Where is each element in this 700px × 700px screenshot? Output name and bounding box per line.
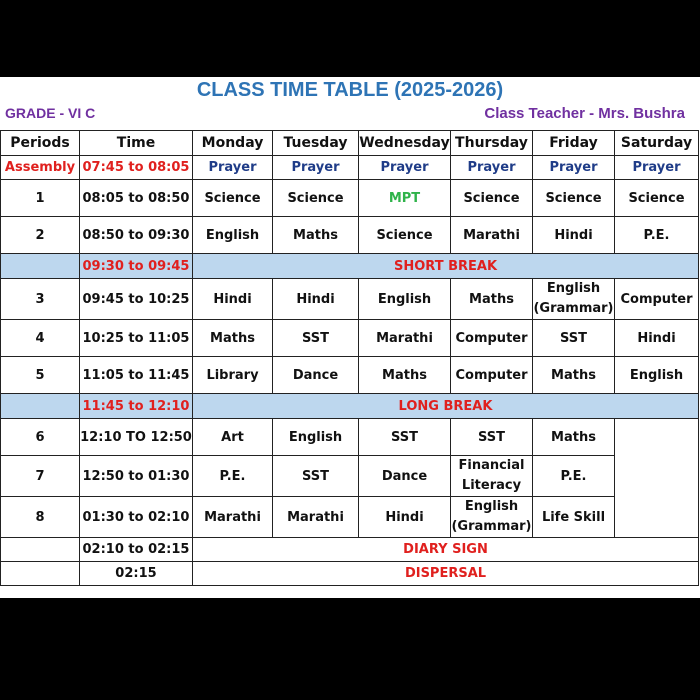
header-cell: Monday bbox=[193, 131, 273, 156]
subject-cell: Science bbox=[359, 217, 451, 254]
time-cell: 09:45 to 10:25 bbox=[80, 279, 193, 320]
period-cell bbox=[1, 394, 80, 419]
class-teacher-label: Class Teacher - Mrs. Bushra bbox=[484, 105, 685, 122]
time-cell: 09:30 to 09:45 bbox=[80, 254, 193, 279]
time-cell: 12:50 to 01:30 bbox=[80, 456, 193, 497]
period-cell: 3 bbox=[1, 279, 80, 320]
subject-cell: Maths bbox=[533, 419, 615, 456]
subject-cell: Dance bbox=[359, 456, 451, 497]
time-cell: 02:15 bbox=[80, 562, 193, 586]
period-row bbox=[1, 180, 699, 217]
subject-cell: Maths bbox=[273, 217, 359, 254]
break-label: SHORT BREAK bbox=[193, 254, 699, 279]
time-cell: 02:10 to 02:15 bbox=[80, 538, 193, 562]
assembly-row bbox=[1, 156, 699, 180]
period-cell: 6 bbox=[1, 419, 80, 456]
header-cell: Friday bbox=[533, 131, 615, 156]
time-cell: 08:50 to 09:30 bbox=[80, 217, 193, 254]
time-cell: 08:05 to 08:50 bbox=[80, 180, 193, 217]
subject-cell: English bbox=[273, 419, 359, 456]
subject-cell: Hindi bbox=[533, 217, 615, 254]
subject-cell: Science bbox=[615, 180, 699, 217]
dispersal-row bbox=[1, 562, 699, 586]
header-row bbox=[1, 131, 699, 156]
timetable-sheet bbox=[0, 77, 700, 598]
subject-cell: SST bbox=[533, 320, 615, 357]
time-cell: 01:30 to 02:10 bbox=[80, 497, 193, 538]
subject-cell: Marathi bbox=[451, 217, 533, 254]
subject-cell: Computer bbox=[615, 279, 699, 320]
subject-cell: Art bbox=[193, 419, 273, 456]
period-cell: 8 bbox=[1, 497, 80, 538]
diary-sign-label: DIARY SIGN bbox=[193, 538, 699, 562]
time-cell: 10:25 to 11:05 bbox=[80, 320, 193, 357]
subject-cell: Maths bbox=[451, 279, 533, 320]
subject-cell: MPT bbox=[359, 180, 451, 217]
period-cell: 1 bbox=[1, 180, 80, 217]
period-cell: 4 bbox=[1, 320, 80, 357]
subject-cell: Maths bbox=[193, 320, 273, 357]
subject-cell: SST bbox=[273, 320, 359, 357]
subject-cell: Library bbox=[193, 357, 273, 394]
header-cell: Tuesday bbox=[273, 131, 359, 156]
subject-cell: Prayer bbox=[533, 156, 615, 180]
subject-cell: SST bbox=[273, 456, 359, 497]
period-row bbox=[1, 357, 699, 394]
period-row bbox=[1, 217, 699, 254]
period-row bbox=[1, 419, 699, 456]
short-break-row bbox=[1, 254, 699, 279]
timetable bbox=[0, 130, 699, 586]
subject-cell: Marathi bbox=[273, 497, 359, 538]
header-cell: Time bbox=[80, 131, 193, 156]
period-cell bbox=[1, 254, 80, 279]
subject-cell: P.E. bbox=[615, 217, 699, 254]
subject-cell: Prayer bbox=[273, 156, 359, 180]
subject-cell: Hindi bbox=[615, 320, 699, 357]
period-cell bbox=[1, 562, 80, 586]
subject-cell: Life Skill bbox=[533, 497, 615, 538]
time-cell: 11:45 to 12:10 bbox=[80, 394, 193, 419]
header-cell: Saturday bbox=[615, 131, 699, 156]
subject-cell: Maths bbox=[359, 357, 451, 394]
header-cell: Periods bbox=[1, 131, 80, 156]
subject-cell: Prayer bbox=[193, 156, 273, 180]
subject-cell: Science bbox=[451, 180, 533, 217]
subject-cell: Marathi bbox=[359, 320, 451, 357]
period-cell: Assembly bbox=[1, 156, 80, 180]
dispersal-label: DISPERSAL bbox=[193, 562, 699, 586]
subject-cell: Hindi bbox=[273, 279, 359, 320]
page-title: CLASS TIME TABLE (2025-2026) bbox=[196, 79, 504, 101]
subject-cell: SST bbox=[451, 419, 533, 456]
subject-cell: English bbox=[615, 357, 699, 394]
subject-cell: P.E. bbox=[193, 456, 273, 497]
subject-cell: Prayer bbox=[451, 156, 533, 180]
subject-cell: English bbox=[193, 217, 273, 254]
subject-cell: Dance bbox=[273, 357, 359, 394]
subject-cell: English (Grammar) bbox=[533, 279, 615, 320]
subject-cell: Financial Literacy bbox=[451, 456, 533, 497]
header-cell: Thursday bbox=[451, 131, 533, 156]
subject-cell: Marathi bbox=[193, 497, 273, 538]
period-cell: 7 bbox=[1, 456, 80, 497]
break-label: LONG BREAK bbox=[193, 394, 699, 419]
period-row bbox=[1, 320, 699, 357]
period-row bbox=[1, 497, 699, 538]
time-cell: 12:10 TO 12:50 bbox=[80, 419, 193, 456]
subject-cell: Hindi bbox=[193, 279, 273, 320]
header-cell: Wednesday bbox=[359, 131, 451, 156]
period-cell: 5 bbox=[1, 357, 80, 394]
subject-cell: Prayer bbox=[615, 156, 699, 180]
subject-cell: Science bbox=[193, 180, 273, 217]
subject-cell: Science bbox=[273, 180, 359, 217]
subject-cell: Computer bbox=[451, 357, 533, 394]
subject-cell: Hindi bbox=[359, 497, 451, 538]
subject-cell: Maths bbox=[533, 357, 615, 394]
diary-sign-row bbox=[1, 538, 699, 562]
time-cell: 07:45 to 08:05 bbox=[80, 156, 193, 180]
period-cell bbox=[1, 538, 80, 562]
subject-cell: English (Grammar) bbox=[451, 497, 533, 538]
period-cell: 2 bbox=[1, 217, 80, 254]
period-row bbox=[1, 279, 699, 320]
time-cell: 11:05 to 11:45 bbox=[80, 357, 193, 394]
grade-label: GRADE - VI C bbox=[5, 105, 96, 121]
period-row bbox=[1, 456, 699, 497]
saturday-empty-cell bbox=[615, 419, 699, 538]
subject-cell: English bbox=[359, 279, 451, 320]
long-break-row bbox=[1, 394, 699, 419]
subject-cell: Science bbox=[533, 180, 615, 217]
subject-cell: Computer bbox=[451, 320, 533, 357]
subject-cell: Prayer bbox=[359, 156, 451, 180]
subject-cell: SST bbox=[359, 419, 451, 456]
subject-cell: P.E. bbox=[533, 456, 615, 497]
